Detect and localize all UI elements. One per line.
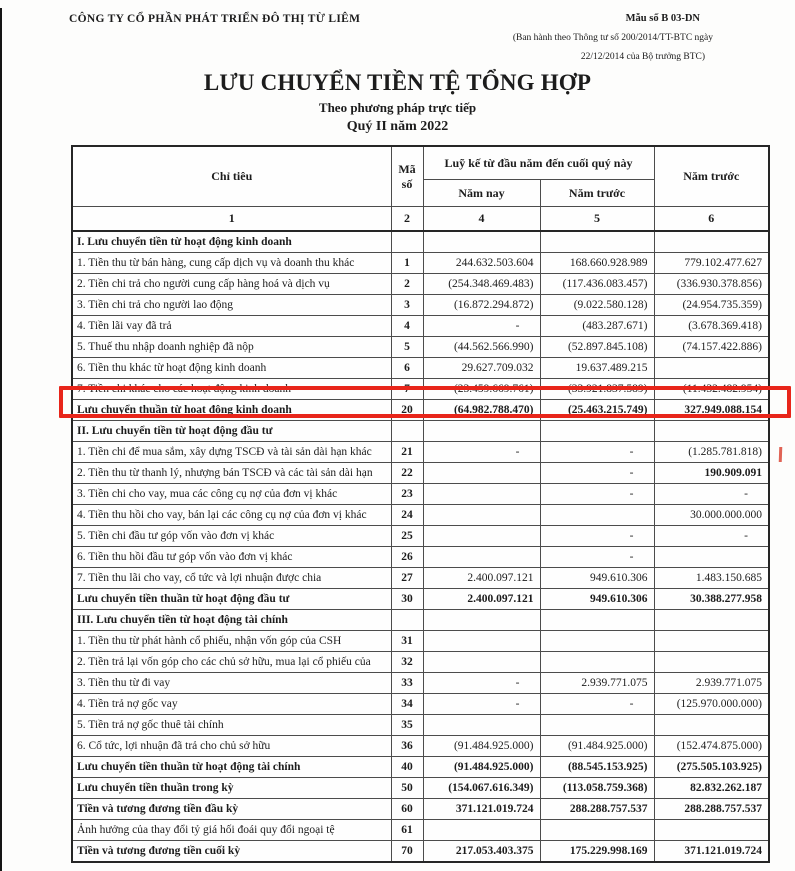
- row-code: 2: [391, 274, 423, 295]
- value-nam-truoc-year: (3.678.369.418): [654, 316, 769, 337]
- value-nam-truoc-year: (125.970.000.000): [654, 694, 769, 715]
- value-nam-truoc-ytd: 288.288.757.537: [540, 799, 654, 820]
- value-nam-nay: [423, 231, 540, 253]
- value-nam-truoc-year: [654, 421, 769, 442]
- table-row: [72, 505, 769, 526]
- value-nam-truoc-year: [654, 231, 769, 253]
- value-nam-truoc-ytd: [540, 715, 654, 736]
- row-code: 31: [391, 631, 423, 652]
- value-nam-truoc-ytd: (9.022.580.128): [540, 295, 654, 316]
- row-label: 2. Tiền thu từ thanh lý, nhượng bán TSCĐ và các tài sản dài hạn: [72, 463, 391, 484]
- table-row: [72, 379, 769, 400]
- value-nam-truoc-year: (152.474.875.000): [654, 736, 769, 757]
- value-nam-truoc-ytd: [540, 652, 654, 673]
- table-header: [72, 146, 769, 231]
- row-code: 32: [391, 652, 423, 673]
- header-col-index-6: 6: [654, 207, 769, 232]
- value-nam-truoc-ytd: [540, 631, 654, 652]
- row-code: 35: [391, 715, 423, 736]
- table-row: [72, 715, 769, 736]
- table-row: [72, 316, 769, 337]
- value-nam-nay: (44.562.566.990): [423, 337, 540, 358]
- row-code: 6: [391, 358, 423, 379]
- row-label: Lưu chuyển tiền thuần trong kỳ: [72, 778, 391, 799]
- value-nam-truoc-ytd: (91.484.925.000): [540, 736, 654, 757]
- row-label: Tiền và tương đương tiền đầu kỳ: [72, 799, 391, 820]
- table-row: [72, 547, 769, 568]
- value-nam-nay: 2.400.097.121: [423, 589, 540, 610]
- row-label: 6. Tiền thu hồi đầu tư góp vốn vào đơn vị khác: [72, 547, 391, 568]
- value-nam-nay: [423, 820, 540, 841]
- value-nam-truoc-ytd: [540, 610, 654, 631]
- value-nam-nay: [423, 715, 540, 736]
- value-nam-truoc-ytd: 168.660.928.989: [540, 253, 654, 274]
- value-nam-truoc-year: 327.949.088.154: [654, 400, 769, 421]
- value-nam-truoc-year: 779.102.477.627: [654, 253, 769, 274]
- value-nam-truoc-year: 82.832.262.187: [654, 778, 769, 799]
- form-issuance-line: (Ban hành theo Thông tư số 200/2014/TT-BTC ngày: [512, 33, 713, 43]
- table-row: [72, 358, 769, 379]
- row-label: 6. Tiền thu khác từ hoạt động kinh doanh: [72, 358, 391, 379]
- subtotal-row: [72, 757, 769, 778]
- subtotal-row: [72, 778, 769, 799]
- table-row: [72, 337, 769, 358]
- row-label: 1. Tiền thu từ phát hành cổ phiếu, nhận vốn góp của CSH: [72, 631, 391, 652]
- section-header-row: [72, 231, 769, 253]
- value-nam-truoc-ytd: [540, 820, 654, 841]
- value-nam-truoc-year: [654, 610, 769, 631]
- value-nam-nay: [423, 421, 540, 442]
- value-nam-nay: [423, 463, 540, 484]
- row-label: 4. Tiền trả nợ gốc vay: [72, 694, 391, 715]
- value-nam-nay: 29.627.709.032: [423, 358, 540, 379]
- value-nam-truoc-year: (24.954.735.359): [654, 295, 769, 316]
- row-code: 4: [391, 316, 423, 337]
- row-code: 34: [391, 694, 423, 715]
- table-row: [72, 652, 769, 673]
- value-nam-nay: [423, 505, 540, 526]
- value-nam-nay: (254.348.469.483): [423, 274, 540, 295]
- value-nam-truoc-ytd: -: [540, 442, 654, 463]
- value-nam-truoc-year: 30.000.000.000: [654, 505, 769, 526]
- value-nam-truoc-ytd: 175.229.998.169: [540, 841, 654, 863]
- value-nam-truoc-year: [654, 631, 769, 652]
- subtotal-row: [72, 400, 769, 421]
- row-label: 5. Tiền chi đầu tư góp vốn vào đơn vị khác: [72, 526, 391, 547]
- header-col-index-1: 1: [72, 207, 391, 232]
- value-nam-nay: [423, 631, 540, 652]
- value-nam-truoc-year: [654, 547, 769, 568]
- value-nam-truoc-ytd: 949.610.306: [540, 589, 654, 610]
- header-col-index-2: 2: [391, 207, 423, 232]
- value-nam-truoc-year: [654, 358, 769, 379]
- row-code: 33: [391, 673, 423, 694]
- value-nam-truoc-year: (74.157.422.886): [654, 337, 769, 358]
- row-label: 2. Tiền trả lại vốn góp cho các chủ sở hữu, mua lại cổ phiếu của: [72, 652, 391, 673]
- row-code: 25: [391, 526, 423, 547]
- table-row: [72, 274, 769, 295]
- table-row: [72, 736, 769, 757]
- value-nam-truoc-ytd: 949.610.306: [540, 568, 654, 589]
- value-nam-nay: 2.400.097.121: [423, 568, 540, 589]
- value-nam-nay: -: [423, 673, 540, 694]
- row-code: 5: [391, 337, 423, 358]
- header-group-ytd: Luỹ kế từ đầu năm đến cuối quý này: [423, 146, 654, 180]
- method-subtitle: Theo phương pháp trực tiếp: [318, 100, 477, 115]
- value-nam-truoc-year: [654, 715, 769, 736]
- row-label: 7. Tiền chi khác cho các hoạt động kinh doanh: [72, 379, 391, 400]
- value-nam-truoc-year: 288.288.757.537: [654, 799, 769, 820]
- value-nam-truoc-year: 30.388.277.958: [654, 589, 769, 610]
- row-label: 3. Tiền chi cho vay, mua các công cụ nợ của đơn vị khác: [72, 484, 391, 505]
- row-label: 5. Tiền trả nợ gốc thuê tài chính: [72, 715, 391, 736]
- cash-flow-table: [71, 145, 770, 863]
- table-row: [72, 295, 769, 316]
- row-label: III. Lưu chuyển tiền từ hoạt động tài chính: [72, 610, 391, 631]
- row-code: 20: [391, 400, 423, 421]
- value-nam-truoc-ytd: -: [540, 484, 654, 505]
- row-code: 70: [391, 841, 423, 863]
- value-nam-nay: [423, 610, 540, 631]
- value-nam-nay: [423, 652, 540, 673]
- row-code: 23: [391, 484, 423, 505]
- row-code: 60: [391, 799, 423, 820]
- header-nam-truoc-year: Năm trước: [654, 146, 769, 207]
- value-nam-truoc-year: 371.121.019.724: [654, 841, 769, 863]
- row-label: 4. Tiền thu hồi cho vay, bán lại các công cụ nợ của đơn vị khác: [72, 505, 391, 526]
- table-body: [72, 231, 769, 862]
- row-label: 5. Thuế thu nhập doanh nghiệp đã nộp: [72, 337, 391, 358]
- header-col-index-5: 5: [540, 207, 654, 232]
- header-nam-truoc: Năm trước: [540, 180, 654, 207]
- red-tick-mark: [779, 447, 783, 462]
- value-nam-truoc-ytd: (25.463.215.749): [540, 400, 654, 421]
- table-row: [72, 694, 769, 715]
- row-code: 40: [391, 757, 423, 778]
- row-code: 22: [391, 463, 423, 484]
- value-nam-truoc-ytd: -: [540, 526, 654, 547]
- table-row: [72, 442, 769, 463]
- value-nam-truoc-ytd: (33.921.837.589): [540, 379, 654, 400]
- subtotal-row: [72, 589, 769, 610]
- row-label: II. Lưu chuyển tiền từ hoạt động đầu tư: [72, 421, 391, 442]
- table-row: [72, 568, 769, 589]
- page-title: LƯU CHUYỂN TIỀN TỆ TỔNG HỢP: [203, 70, 592, 95]
- value-nam-truoc-year: -: [654, 526, 769, 547]
- period-subtitle: Quý II năm 2022: [346, 119, 449, 134]
- table-row: [72, 673, 769, 694]
- row-label: 1. Tiền chi để mua sắm, xây dựng TSCĐ và tài sản dài hạn khác: [72, 442, 391, 463]
- value-nam-nay: -: [423, 694, 540, 715]
- row-label: Ảnh hưởng của thay đổi tỷ giá hối đoái quy đổi ngoại tệ: [72, 820, 391, 841]
- value-nam-nay: -: [423, 316, 540, 337]
- value-nam-nay: [423, 484, 540, 505]
- value-nam-truoc-year: (11.432.482.954): [654, 379, 769, 400]
- value-nam-truoc-ytd: -: [540, 694, 654, 715]
- section-header-row: [72, 610, 769, 631]
- row-code: 21: [391, 442, 423, 463]
- value-nam-truoc-ytd: 19.637.489.215: [540, 358, 654, 379]
- value-nam-nay: (16.872.294.872): [423, 295, 540, 316]
- row-code: 27: [391, 568, 423, 589]
- row-code: 1: [391, 253, 423, 274]
- value-nam-truoc-ytd: [540, 231, 654, 253]
- row-code: 36: [391, 736, 423, 757]
- row-label: Lưu chuyển thuần từ hoạt động kinh doanh: [72, 400, 391, 421]
- value-nam-truoc-year: (275.505.103.925): [654, 757, 769, 778]
- row-code: [391, 610, 423, 631]
- value-nam-nay: (91.484.925.000): [423, 736, 540, 757]
- value-nam-nay: 244.632.503.604: [423, 253, 540, 274]
- row-label: 3. Tiền chi trả cho người lao động: [72, 295, 391, 316]
- table-row: [72, 526, 769, 547]
- value-nam-truoc-ytd: -: [540, 463, 654, 484]
- value-nam-nay: (154.067.616.349): [423, 778, 540, 799]
- row-code: 30: [391, 589, 423, 610]
- value-nam-truoc-year: 1.483.150.685: [654, 568, 769, 589]
- value-nam-truoc-year: (1.285.781.818): [654, 442, 769, 463]
- header-nam-nay: Năm nay: [423, 180, 540, 207]
- value-nam-nay: 371.121.019.724: [423, 799, 540, 820]
- row-label: Lưu chuyển tiền thuần từ hoạt động tài chính: [72, 757, 391, 778]
- value-nam-truoc-ytd: [540, 421, 654, 442]
- row-label: 4. Tiền lãi vay đã trả: [72, 316, 391, 337]
- company-name: CÔNG TY CỔ PHẦN PHÁT TRIỂN ĐÔ THỊ TỪ LIÊM: [69, 13, 361, 25]
- row-label: I. Lưu chuyển tiền từ hoạt động kinh doanh: [72, 231, 391, 253]
- header-ma-so: Mã số: [391, 146, 423, 207]
- table-row: [72, 253, 769, 274]
- row-label: Tiền và tương đương tiền cuối kỳ: [72, 841, 391, 863]
- row-label: Lưu chuyển tiền thuần từ hoạt động đầu tư: [72, 589, 391, 610]
- value-nam-truoc-year: [654, 652, 769, 673]
- value-nam-truoc-year: 2.939.771.075: [654, 673, 769, 694]
- table-row: [72, 631, 769, 652]
- value-nam-truoc-year: 190.909.091: [654, 463, 769, 484]
- table-row: [72, 484, 769, 505]
- subtotal-row: [72, 799, 769, 820]
- header-chi-tieu: Chỉ tiêu: [72, 146, 391, 207]
- subtotal-row: [72, 841, 769, 863]
- row-code: 3: [391, 295, 423, 316]
- row-code: [391, 421, 423, 442]
- value-nam-truoc-ytd: 2.939.771.075: [540, 673, 654, 694]
- row-code: 50: [391, 778, 423, 799]
- value-nam-nay: (91.484.925.000): [423, 757, 540, 778]
- scan-edge-line: [0, 8, 2, 871]
- value-nam-truoc-year: (336.930.378.856): [654, 274, 769, 295]
- row-label: 3. Tiền thu từ đi vay: [72, 673, 391, 694]
- row-code: 7: [391, 379, 423, 400]
- value-nam-truoc-ytd: (52.897.845.108): [540, 337, 654, 358]
- row-label: 7. Tiền thu lãi cho vay, cổ tức và lợi nhuận được chia: [72, 568, 391, 589]
- value-nam-truoc-ytd: (113.058.759.368): [540, 778, 654, 799]
- header-col-index-4: 4: [423, 207, 540, 232]
- row-code: 24: [391, 505, 423, 526]
- table-row: [72, 820, 769, 841]
- value-nam-nay: (64.982.788.470): [423, 400, 540, 421]
- table-row: [72, 463, 769, 484]
- value-nam-truoc-ytd: (117.436.083.457): [540, 274, 654, 295]
- value-nam-nay: [423, 526, 540, 547]
- value-nam-nay: (23.459.669.761): [423, 379, 540, 400]
- value-nam-truoc-year: [654, 820, 769, 841]
- form-issuance-date: 22/12/2014 của Bộ trưởng BTC): [580, 52, 705, 62]
- value-nam-truoc-ytd: -: [540, 547, 654, 568]
- value-nam-truoc-ytd: (483.287.671): [540, 316, 654, 337]
- section-header-row: [72, 421, 769, 442]
- value-nam-nay: [423, 547, 540, 568]
- row-label: 2. Tiền chi trả cho người cung cấp hàng hoá và dịch vụ: [72, 274, 391, 295]
- value-nam-truoc-ytd: (88.545.153.925): [540, 757, 654, 778]
- row-label: 6. Cổ tức, lợi nhuận đã trả cho chủ sở hữu: [72, 736, 391, 757]
- row-code: 61: [391, 820, 423, 841]
- row-code: [391, 231, 423, 253]
- value-nam-nay: 217.053.403.375: [423, 841, 540, 863]
- row-label: 1. Tiền thu từ bán hàng, cung cấp dịch vụ và doanh thu khác: [72, 253, 391, 274]
- value-nam-truoc-year: -: [654, 484, 769, 505]
- value-nam-nay: -: [423, 442, 540, 463]
- form-number: Mẫu số B 03-DN: [625, 13, 700, 24]
- value-nam-truoc-ytd: [540, 505, 654, 526]
- row-code: 26: [391, 547, 423, 568]
